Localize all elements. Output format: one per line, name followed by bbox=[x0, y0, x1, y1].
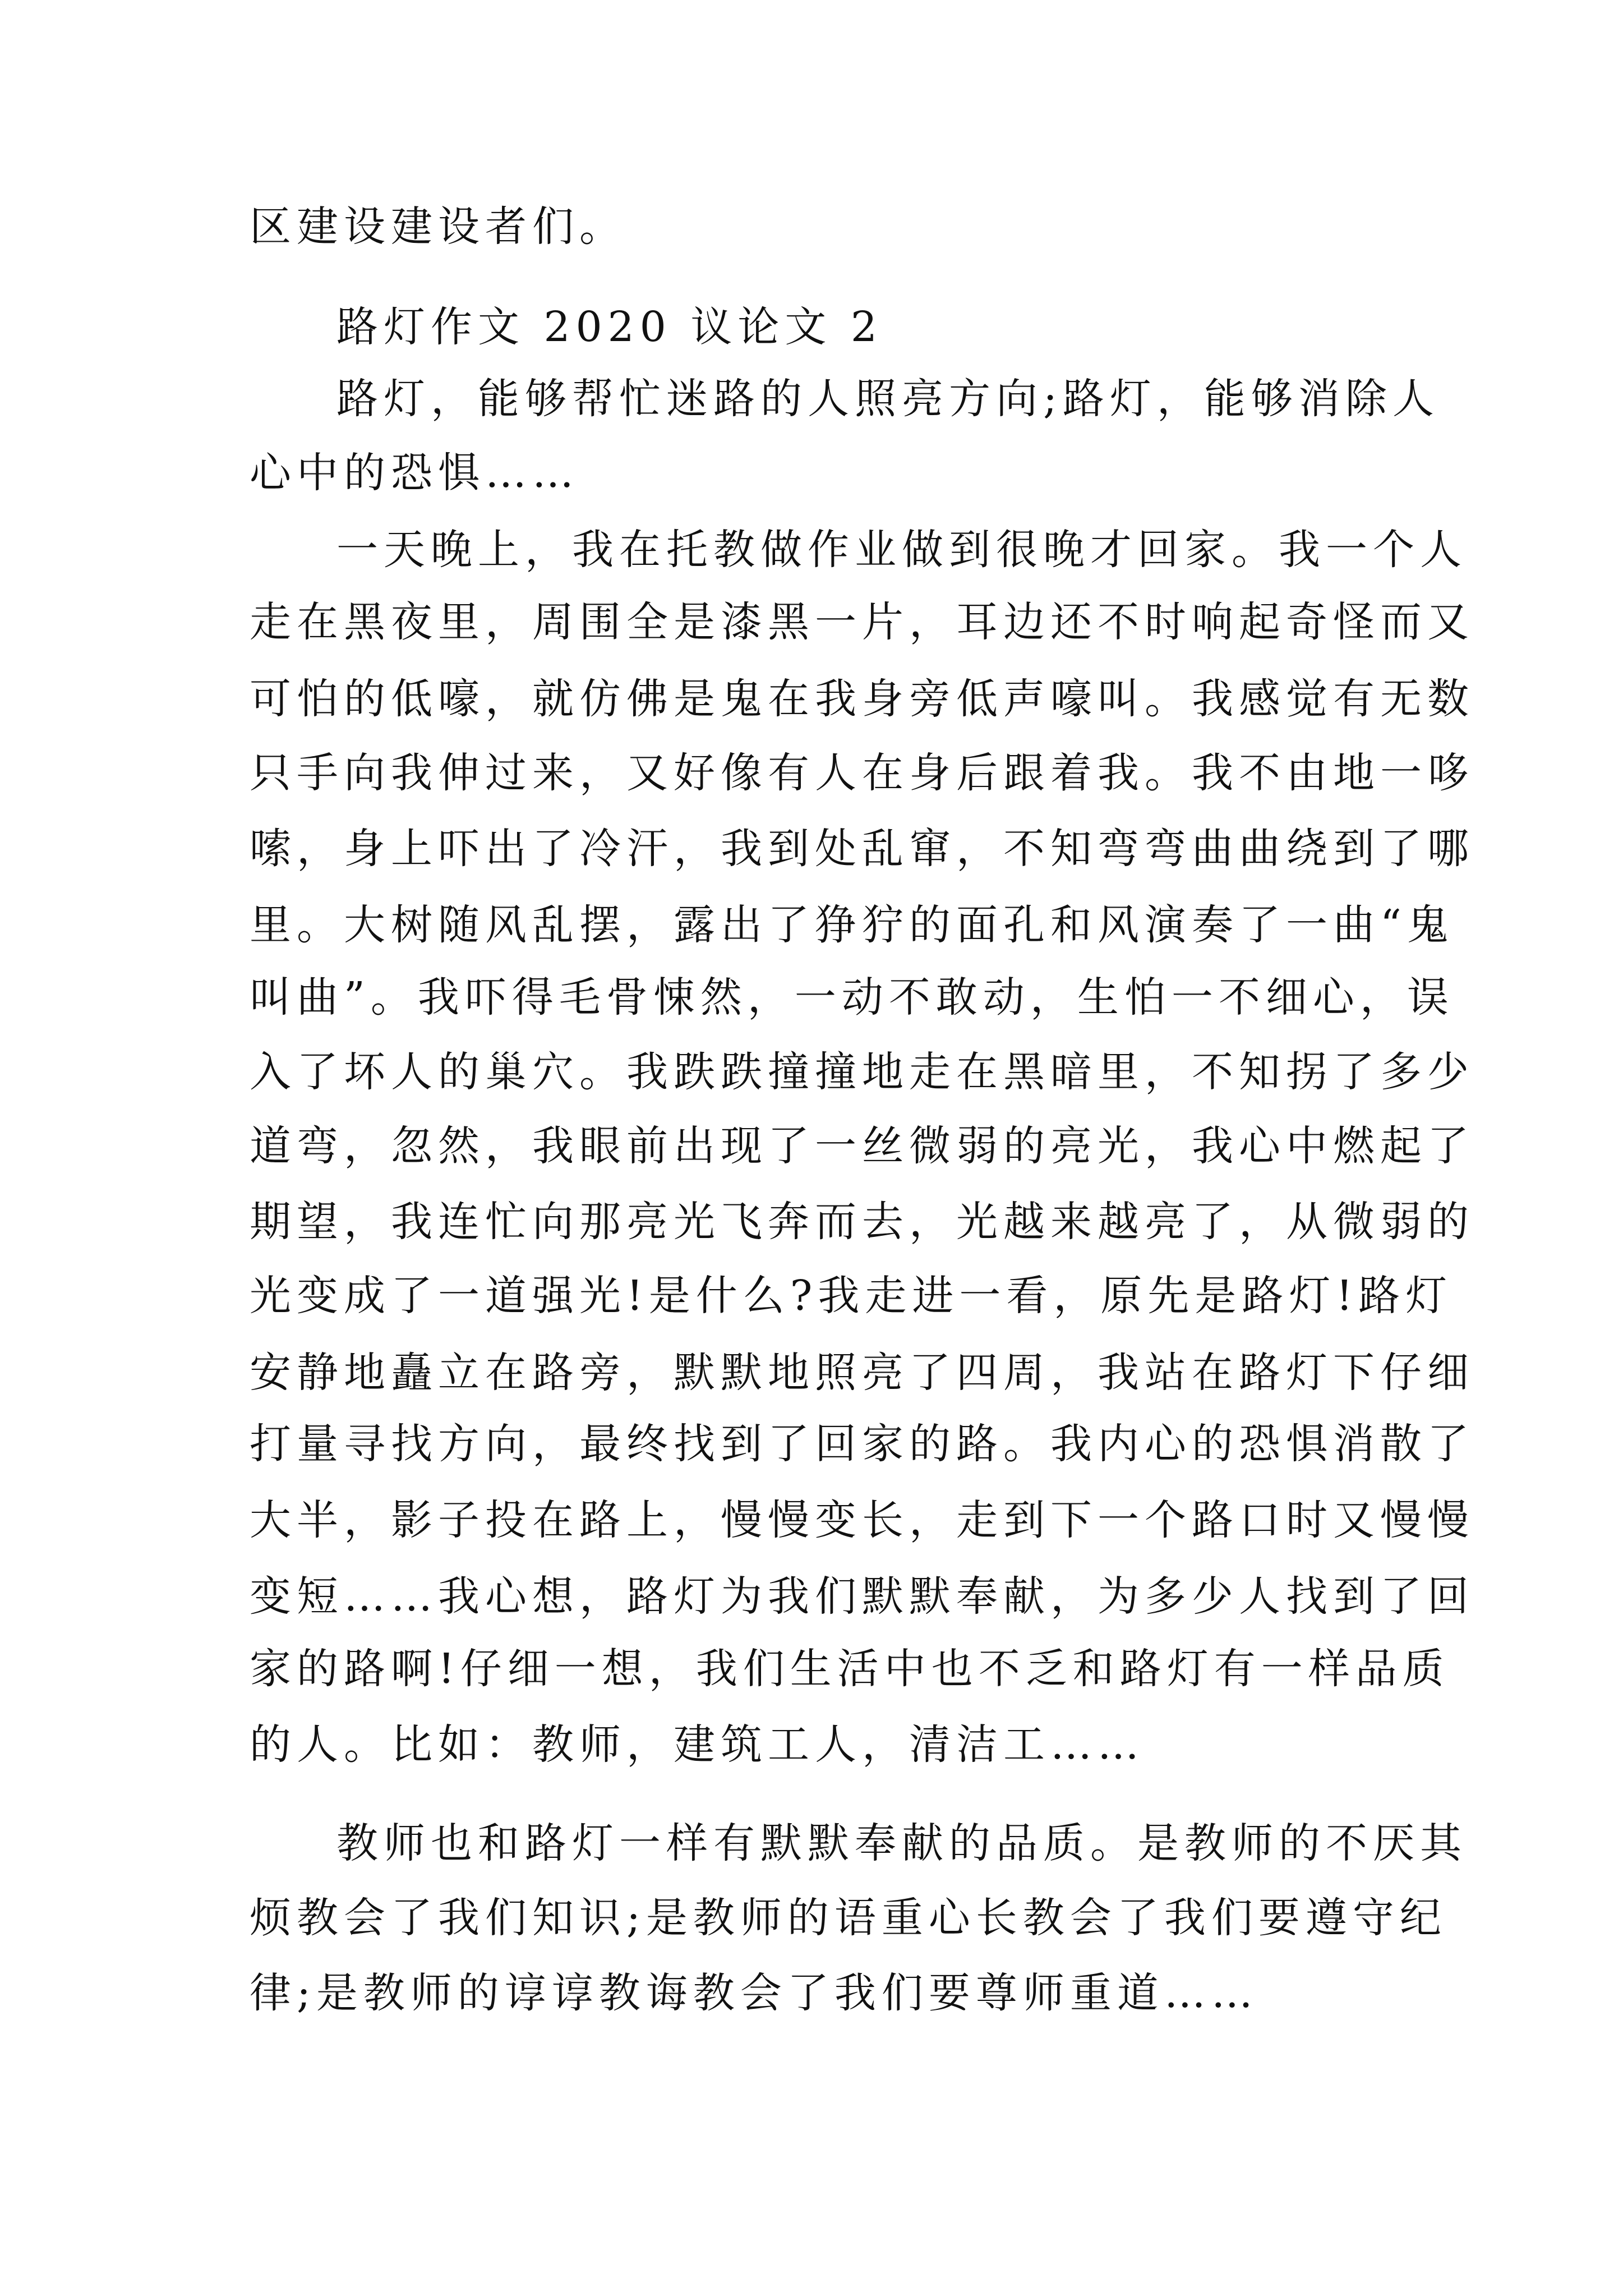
text-line: 区建设建设者们。 bbox=[250, 203, 626, 251]
text-line: 的人。比如：教师，建筑工人，清洁工…… bbox=[250, 1720, 1145, 1769]
text-line: 家的路啊!仔细一想，我们生活中也不乏和路灯有一样品质 bbox=[250, 1645, 1450, 1693]
section-heading: 路灯作文 2020 议论文 2 bbox=[336, 303, 883, 351]
text-line: 教师也和路灯一样有默默奉献的品质。是教师的不厌其 bbox=[336, 1819, 1467, 1867]
text-line: 里。大树随风乱摆，露出了狰狞的面孔和风演奏了一曲“鬼 bbox=[250, 901, 1454, 949]
text-line: 安静地矗立在路旁，默默地照亮了四周，我站在路灯下仔细 bbox=[250, 1349, 1474, 1397]
text-line: 打量寻找方向，最终找到了回家的路。我内心的恐惧消散了 bbox=[250, 1420, 1474, 1468]
text-line: 大半，影子投在路上，慢慢变长，走到下一个路口时又慢慢 bbox=[250, 1496, 1474, 1544]
text-line: 心中的恐惧…… bbox=[250, 449, 579, 497]
text-line: 入了坏人的巢穴。我跌跌撞撞地走在黑暗里，不知拐了多少 bbox=[250, 1048, 1474, 1096]
text-line: 只手向我伸过来，又好像有人在身后跟着我。我不由地一哆 bbox=[250, 749, 1474, 797]
text-line: 嗦，身上吓出了冷汗，我到处乱窜，不知弯弯曲曲绕到了哪 bbox=[250, 825, 1474, 873]
text-line: 律;是教师的谆谆教诲教会了我们要尊师重道…… bbox=[250, 1969, 1258, 2017]
text-line: 走在黑夜里，周围全是漆黑一片，耳边还不时响起奇怪而又 bbox=[250, 598, 1474, 646]
text-line: 期望，我连忙向那亮光飞奔而去，光越来越亮了，从微弱的 bbox=[250, 1198, 1474, 1246]
text-line: 路灯，能够帮忙迷路的人照亮方向;路灯，能够消除人 bbox=[336, 375, 1440, 423]
text-line: 烦教会了我们知识;是教师的语重心长教会了我们要遵守纪 bbox=[250, 1894, 1447, 1942]
text-line: 光变成了一道强光!是什么?我走进一看，原先是路灯!路灯 bbox=[250, 1272, 1453, 1320]
text-line: 叫曲”。我吓得毛骨悚然，一动不敢动，生怕一不细心，误 bbox=[250, 973, 1454, 1022]
text-line: 道弯，忽然，我眼前出现了一丝微弱的亮光，我心中燃起了 bbox=[250, 1122, 1474, 1170]
text-line: 变短……我心想，路灯为我们默默奉献，为多少人找到了回 bbox=[250, 1572, 1474, 1621]
text-line: 可怕的低嚎，就仿佛是鬼在我身旁低声嚎叫。我感觉有无数 bbox=[250, 675, 1474, 723]
text-line: 一天晚上，我在托教做作业做到很晚才回家。我一个人 bbox=[336, 526, 1467, 574]
